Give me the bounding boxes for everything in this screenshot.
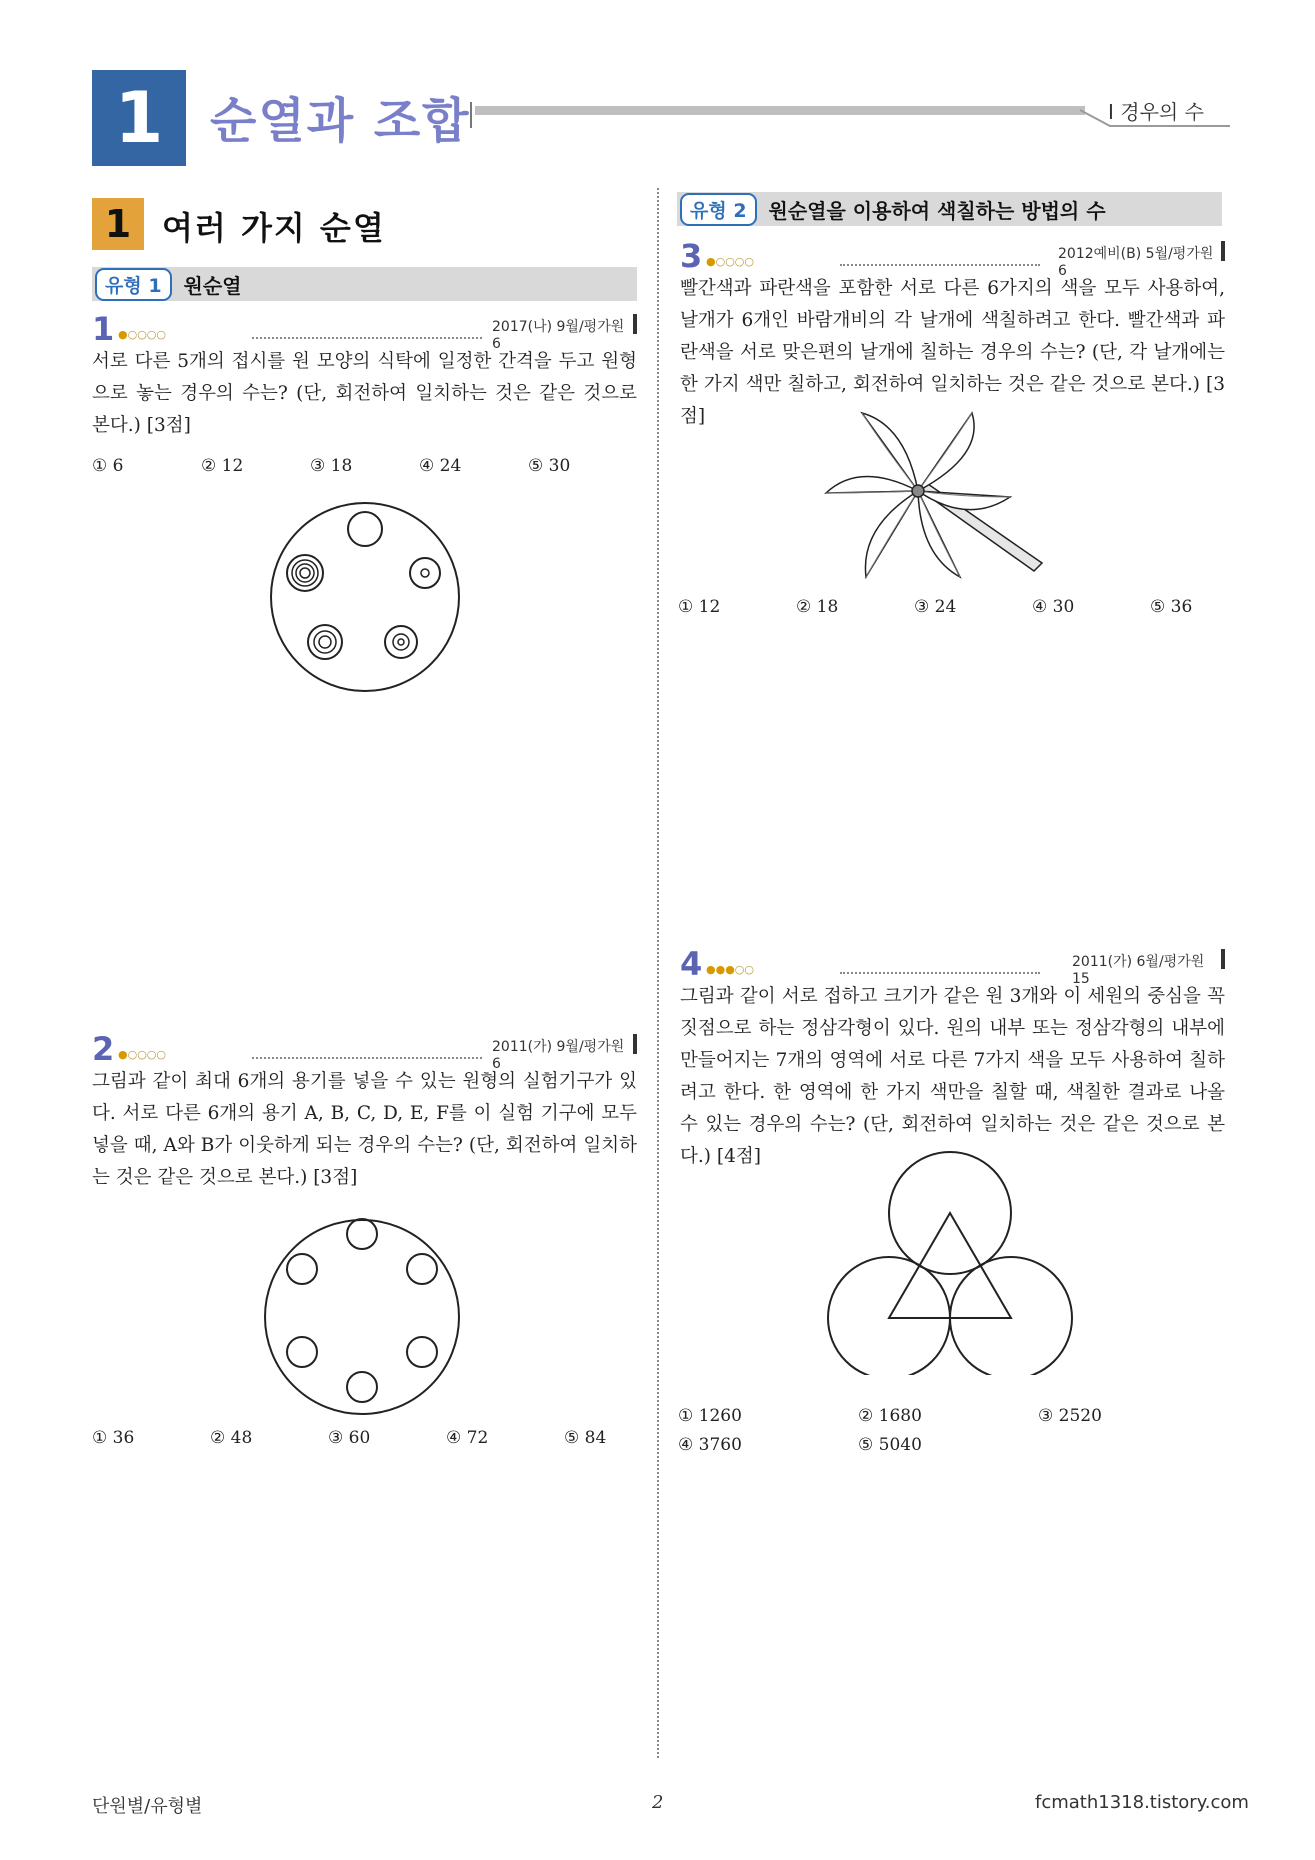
question-4-choices bbox=[678, 1402, 1218, 1460]
type-2-title: 원순열을 이용하여 색칠하는 방법의 수 bbox=[768, 198, 1106, 223]
choice[interactable]: ① 36 bbox=[92, 1428, 135, 1448]
question-2 bbox=[92, 1030, 637, 1194]
chapter-number-box bbox=[92, 70, 186, 166]
question-4 bbox=[680, 945, 1225, 1173]
question-1-source: 2017(나) 9월/평가원 6 bbox=[492, 319, 625, 352]
column-divider bbox=[657, 188, 659, 1758]
choice[interactable]: ① 12 bbox=[678, 597, 721, 617]
pinwheel-figure bbox=[820, 405, 1050, 585]
footer-left: 단원별/유형별 bbox=[92, 1796, 203, 1817]
question-1-number: 1 bbox=[92, 310, 115, 348]
question-3-source: 2012예비(B) 5월/평가원 6 bbox=[1058, 246, 1214, 279]
choice[interactable]: ③ 24 bbox=[914, 597, 957, 617]
question-4-difficulty: ●●●○○ bbox=[706, 963, 754, 976]
question-2-difficulty: ●○○○○ bbox=[118, 1048, 167, 1061]
section-title: 여러 가지 순열 bbox=[162, 209, 386, 247]
question-2-number: 2 bbox=[92, 1030, 115, 1068]
page-number: 2 bbox=[652, 1792, 664, 1813]
choice[interactable]: ⑤ 30 bbox=[528, 456, 571, 476]
choice[interactable]: ③ 18 bbox=[310, 456, 353, 476]
experiment-apparatus-figure bbox=[262, 1217, 462, 1417]
type-1-bar bbox=[92, 267, 637, 301]
question-4-text: 그림과 같이 서로 접하고 크기가 같은 원 3개와 이 세원의 중심을 꼭짓점으로 하는 정삼각형이 있다. 원의 내부 또는 정삼각형의 내부에 만들어지는 7개의 영역에 서로 다른 7가지 색을 모두 사용하여 칠하려고 한다. 한 영역에 한 가지 색만을 칠할 때, 색칠한 결과로 나올 수 있는 경우의 수는? (단, 회전하여 일치하는 것은 같은 것으로 본다.) [4점] bbox=[680, 986, 1225, 1167]
question-3-text: 빨간색과 파란색을 포함한 서로 다른 6가지의 색을 모두 사용하여, 날개가 6개인 바람개비의 각 날개에 색칠하려고 한다. 빨간색과 파란색을 서로 맞은편의 날개에 칠하는 경우의 수는? (단, 각 날개에는 한 가지 색만 칠하고, 회전하여 일치하는 것은 같은 것으로 본다.) [3점] bbox=[680, 278, 1225, 427]
type-2-badge: 유형 2 bbox=[680, 193, 757, 226]
question-3-number: 3 bbox=[680, 237, 703, 275]
choice[interactable]: ② 18 bbox=[796, 597, 839, 617]
question-2-text: 그림과 같이 최대 6개의 용기를 넣을 수 있는 원형의 실험기구가 있다. 서로 다른 6개의 용기 A, B, C, D, E, F를 이 실험 기구에 모두 넣을 때, A와 B가 이웃하게 되는 경우의 수는? (단, 회전하여 일치하는 것은 같은 것으로 본다.) [3점] bbox=[92, 1071, 637, 1188]
type-1-title: 원순열 bbox=[183, 273, 242, 298]
question-4-source: 2011(가) 6월/평가원 15 bbox=[1072, 954, 1205, 987]
question-2-source: 2011(가) 9월/평가원 6 bbox=[492, 1039, 625, 1072]
choice[interactable]: ⑤ 36 bbox=[1150, 597, 1193, 617]
choice[interactable]: ⑤ 5040 bbox=[858, 1435, 922, 1455]
choice[interactable]: ⑤ 84 bbox=[564, 1428, 607, 1448]
question-4-number: 4 bbox=[680, 945, 703, 983]
choice[interactable]: ④ 30 bbox=[1032, 597, 1075, 617]
choice[interactable]: ④ 72 bbox=[446, 1428, 489, 1448]
question-1-header bbox=[92, 310, 637, 352]
choice[interactable]: ② 1680 bbox=[858, 1406, 922, 1426]
choice[interactable]: ② 48 bbox=[210, 1428, 253, 1448]
chapter-number: 1 bbox=[114, 77, 164, 159]
question-2-header bbox=[92, 1030, 637, 1072]
unit-label: Ⅰ 경우의 수 bbox=[1108, 100, 1204, 124]
choice[interactable]: ④ 24 bbox=[419, 456, 462, 476]
round-table-figure bbox=[265, 497, 465, 697]
choice[interactable]: ③ 60 bbox=[328, 1428, 371, 1448]
type-2-bar bbox=[677, 192, 1222, 226]
question-1 bbox=[92, 310, 637, 476]
question-2-choices bbox=[92, 1428, 682, 1448]
type-1-badge: 유형 1 bbox=[95, 268, 172, 301]
question-1-choices bbox=[92, 456, 637, 476]
footer-site[interactable]: fcmath1318.tistory.com bbox=[1035, 1792, 1249, 1813]
question-3 bbox=[680, 237, 1225, 433]
question-3-header bbox=[680, 237, 1225, 279]
question-1-difficulty: ●○○○○ bbox=[118, 328, 167, 341]
question-4-header bbox=[680, 945, 1225, 987]
chapter-title: 순열과 조합 bbox=[210, 93, 471, 149]
question-3-choices bbox=[678, 597, 1268, 617]
question-1-text: 서로 다른 5개의 접시를 원 모양의 식탁에 일정한 간격을 두고 원형으로 놓는 경우의 수는? (단, 회전하여 일치하는 것은 같은 것으로 본다.) [3점] bbox=[92, 351, 637, 436]
choice[interactable]: ④ 3760 bbox=[678, 1435, 742, 1455]
choice[interactable]: ③ 2520 bbox=[1038, 1406, 1102, 1426]
three-circles-triangle-figure bbox=[820, 1143, 1080, 1375]
section-number: 1 bbox=[104, 202, 132, 246]
question-3-difficulty: ●○○○○ bbox=[706, 255, 755, 268]
choice[interactable]: ② 12 bbox=[201, 456, 244, 476]
choice[interactable]: ① 1260 bbox=[678, 1406, 742, 1426]
section-number-box bbox=[92, 198, 144, 250]
choice[interactable]: ① 6 bbox=[92, 456, 124, 476]
